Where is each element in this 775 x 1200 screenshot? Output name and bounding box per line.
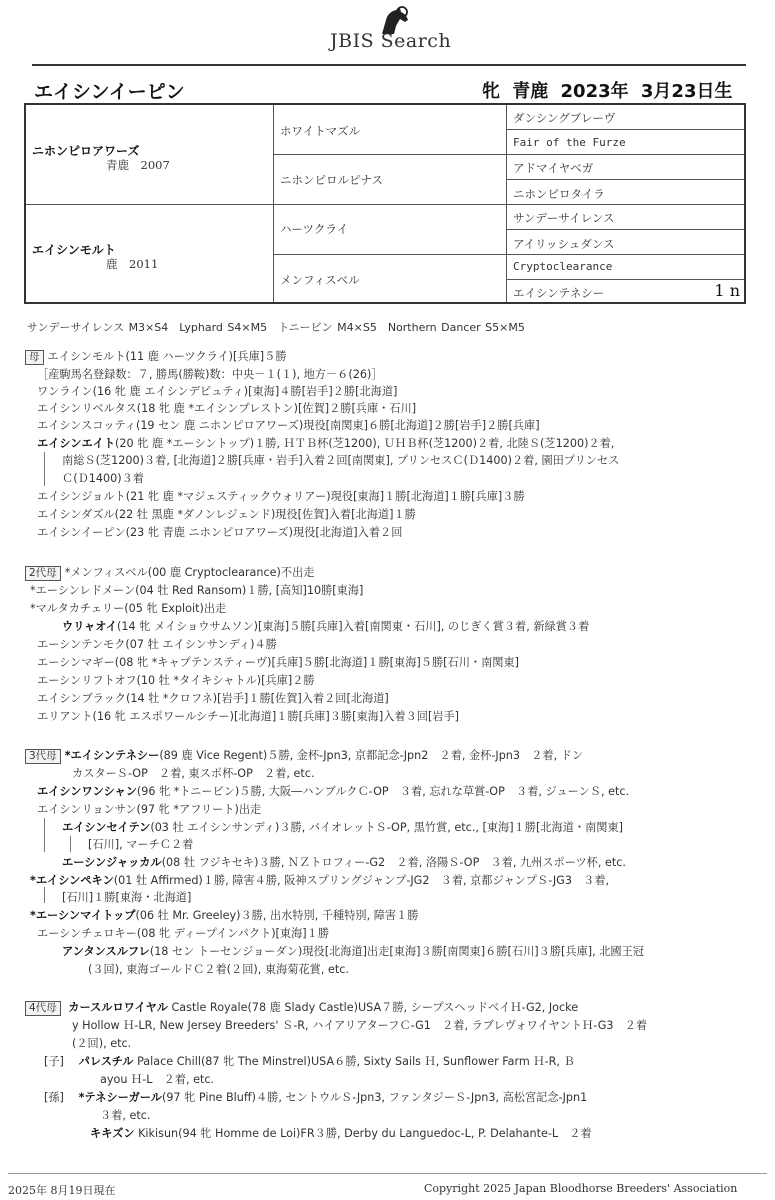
gen4-line-7: ayou Ｈ-L ２着, etc. — [100, 1073, 215, 1086]
section-tag-gen2: 2代母 — [25, 566, 61, 581]
gen3-line-13: [石川]１勝[東海・北海道] — [62, 891, 192, 904]
gen4-line-11: ３着, etc. — [100, 1109, 151, 1122]
pedigree-gen3-8 — [507, 280, 744, 302]
horse-meta: 牝 青鹿 2023年 3月23日生 — [482, 81, 733, 102]
gen2-line-7: エーシンリフトオフ(10 牡 *タイキシャトル)[兵庫]２勝 — [37, 674, 315, 687]
pedigree-gen3-1[interactable]: ダンシングブレーヴ — [507, 105, 744, 130]
dam-line-8: Ｃ(Ｄ1400)３着 — [62, 472, 144, 485]
section-tag-gen4: 4代母 — [25, 1001, 61, 1016]
pedigree-gen3-8-name[interactable]: エイシンテネシー — [513, 286, 605, 300]
gen4-line-3: (２回), etc. — [72, 1037, 132, 1050]
gen3-line-3: エイシンワンシャン(96 牝 *トニービン)５勝, 大阪―ハンブルクＣ-OP ３着, 忘れな草賞-OP ３着, ジューンＳ, etc. — [37, 785, 630, 798]
horse-link[interactable]: エイシンエイト — [37, 437, 116, 450]
horse-link[interactable]: *エイシンペキン — [30, 874, 114, 887]
tree-bar — [70, 836, 71, 852]
section-tag-gen3: 3代母 — [25, 749, 61, 764]
gen4-line-4: [子] パレスチル Palace Chill(87 牝 The Minstrel)USA６勝, Sixty Sails Ｈ, Sunflower Farm Ｈ-R, Ｂ — [44, 1055, 575, 1068]
gen3-line-5: エイシンリョンサン(97 牝 *アフリート)出走 — [37, 803, 262, 816]
horse-link[interactable]: *エーシンマイトップ — [30, 909, 136, 922]
inbreeding-summary: サンデーサイレンス M3×S4 Lyphard S4×M5 トニービン M4×S5 Northern Dancer S5×M5 — [27, 321, 525, 334]
header-divider — [32, 64, 746, 66]
copyright: Copyright 2025 Japan Bloodhorse Breeders' Association — [424, 1182, 738, 1195]
gen2-line-8: エイシンブラック(14 牡 *クロフネ)[岩手]１勝[佐賀]入着２回[北海道] — [37, 692, 389, 705]
gen3-line-11: *エイシンペキン(01 牡 Affirmed)１勝, 障害４勝, 阪神スプリングジャンプ-JG2 ３着, 京都ジャンプＳ-JG3 ３着, — [30, 874, 610, 887]
pedigree-gen3-6[interactable]: アイリッシュダンス — [507, 230, 744, 255]
sire-cell — [26, 105, 274, 205]
dam-line-3: エイシンリベルタス(18 牝 鹿 *エイシンプレストン)[佐賀]２勝[兵庫・石川] — [37, 402, 417, 415]
gen3-line-9: エーシンジャッカル(08 牡 フジキセキ)３勝, ＮＺトロフィー-G2 ２着, 洛陽Ｓ-OP ３着, 九州スポーツ杯, etc. — [62, 856, 626, 869]
horse-link[interactable]: エイシンセイテン — [62, 821, 151, 834]
horse-link[interactable]: カースルロワイヤル — [68, 1001, 168, 1014]
horse-link[interactable]: パレスチル — [78, 1055, 134, 1068]
gen2-line-2: *マルタカチェリー(05 牝 Exploit)出走 — [30, 602, 227, 615]
gen2-line-1: *エーシンレドメーン(04 牡 Red Ransom)１勝, [高知]10勝[東海] — [30, 584, 364, 597]
horse-link[interactable]: エーシンジャッカル — [62, 856, 162, 869]
dam-name[interactable]: エイシンモルト — [32, 243, 116, 257]
dam-line-5: エイシンエイト(20 牝 鹿 *エーシントップ)１勝, ＨＴＢ杯(芝1200), ＵＨＢ杯(芝1200)２着, 北陸Ｓ(芝1200)２着, — [37, 437, 615, 450]
as-of-date: 2025年 8月19日現在 — [8, 1184, 116, 1197]
pedigree-table — [24, 103, 746, 304]
horse-link[interactable]: キキズン — [90, 1127, 135, 1140]
dam-line-1: ［産駒馬名登録数：７, 勝馬(勝鞍)数：中央－１(１), 地方－６(26)］ — [37, 368, 383, 381]
pedigree-gen2-2[interactable]: ニホンピロルピナス — [274, 155, 507, 205]
horse-link[interactable]: エイシンワンシャン — [37, 785, 137, 798]
dam-line-10: エイシンダズル(22 牡 黒鹿 *ダノンレジェンド)現役[佐賀]入着[北海道]１勝 — [37, 508, 416, 521]
pedigree-gen2-1[interactable]: ホワイトマズル — [274, 105, 507, 155]
pedigree-gen3-5[interactable]: サンデーサイレンス — [507, 205, 744, 230]
gen3-line-6: エイシンセイテン(03 牡 エイシンサンディ)３勝, バイオレットＳ-OP, 黒竹賞, etc., [東海]１勝[北海道・南関東] — [62, 821, 624, 834]
gen3-line-0: 3代母 *エイシンテネシー(89 鹿 Vice Regent)５勝, 金杯-Jpn3, 京都記念-Jpn2 ２着, 金杯-Jpn3 ２着, ドン — [25, 747, 583, 764]
section-tag-dam: 母 — [25, 350, 44, 365]
sire-info: 青鹿 2007 — [106, 158, 170, 172]
gen2-line-3: ウリャオイ(14 牝 メイショウサムソン)[東海]５勝[兵庫]入着[南関東・石川], のじぎく賞３着, 新緑賞３着 — [62, 620, 590, 633]
tree-bar — [44, 818, 45, 852]
sire-name[interactable]: ニホンピロアワーズ — [32, 144, 140, 158]
horse-name: エイシンイーピン — [34, 81, 185, 103]
pedigree-gen3-7[interactable]: Cryptoclearance — [507, 255, 744, 280]
horse-link[interactable]: *テネシーガール — [78, 1091, 162, 1104]
gen3-line-19: (３回), 東海ゴールドＣ２着(２回), 東海菊花賞, etc. — [88, 963, 349, 976]
gen3-line-16: エーシンチェロキー(08 牝 ディープインパクト)[東海]１勝 — [37, 927, 330, 940]
dam-info: 鹿 2011 — [106, 257, 159, 271]
gen2-line-6: エーシンマギー(08 牝 *キャプテンスティーヴ)[兵庫]５勝[北海道]１勝[東海]５勝[石川・南関東] — [37, 656, 520, 669]
logo-text: JBIS Search — [330, 30, 452, 52]
gen4-line-8: [孫] *テネシーガール(97 牝 Pine Bluff)４勝, セントウルＳ-Jpn3, ファンタジーＳ-Jpn3, 高松宮記念-Jpn1 — [44, 1091, 588, 1104]
gen2-line-5: エーシンテンモク(07 牡 エイシンサンディ)４勝 — [37, 638, 277, 651]
dam-line-0: 母 エイシンモルト(11 鹿 ハーツクライ)[兵庫]５勝 — [25, 348, 287, 365]
pedigree-gen2-4[interactable]: メンフィスベル — [274, 255, 507, 302]
gen4-line-2: y Hollow Ｈ-LR, New Jersey Breeders' Ｓ-R, ハイアリアターフＣ-G1 ２着, ラブレヴォワイヤントＨ-G3 ２着 — [72, 1019, 648, 1032]
horse-link[interactable]: *エイシンテネシー — [64, 749, 160, 762]
jbis-logo[interactable] — [0, 0, 775, 60]
pedigree-gen3-2[interactable]: Fair of the Furze — [507, 130, 744, 155]
dam-cell — [26, 205, 274, 302]
gen3-line-14: *エーシンマイトップ(06 牡 Mr. Greeley)３勝, 出水特別, 千種特別, 障害１勝 — [30, 909, 419, 922]
gen2-line-9: エリアント(16 牝 エスポワールシチー)[北海道]１勝[兵庫]３勝[東海]入着３回[岩手] — [37, 710, 460, 723]
dam-line-9: エイシンジョルト(21 牝 鹿 *マジェスティックウォリアー)現役[東海]１勝[北海道]１勝[兵庫]３勝 — [37, 490, 525, 503]
gen3-line-2: カスターＳ-OP ２着, 東スポ杯-OP ２着, etc. — [72, 767, 315, 780]
pedigree-gen3-3[interactable]: アドマイヤベガ — [507, 155, 744, 180]
horse-link[interactable]: アンタンスルフレ — [62, 945, 150, 958]
dam-line-2: ワンライン(16 牝 鹿 エイシンデピュティ)[東海]４勝[岩手]２勝[北海道] — [37, 385, 398, 398]
dam-line-11: エイシンイーピン(23 牝 青鹿 ニホンピロアワーズ)現役[北海道]入着２回 — [37, 526, 403, 539]
dam-line-7: 南総Ｓ(芝1200)３着, [北海道]２勝[兵庫・岩手]入着２回[南関東], プリンセスＣ(Ｄ1400)２着, 園田プリンセス — [62, 454, 620, 467]
tree-bar — [44, 452, 45, 486]
pedigree-gen2-3[interactable]: ハーツクライ — [274, 205, 507, 255]
footer-divider — [8, 1173, 767, 1174]
gen4-line-0: 4代母 カースルロワイヤル Castle Royale(78 鹿 Slady Castle)USA７勝, シープスヘッドベイＨ-G2, Jocke — [25, 999, 578, 1016]
dam-line-4: エイシンスコッティ(19 セン 鹿 ニホンピロアワーズ)現役[南関東]６勝[北海道]２勝[岩手]２勝[兵庫] — [37, 419, 540, 432]
family-number: 1 n — [714, 281, 740, 300]
gen4-line-12: キキズン Kikisun(94 牝 Homme de Loi)FR３勝, Derby du Languedoc-L, P. Delahante-L ２着 — [90, 1127, 592, 1140]
tree-bar — [44, 887, 45, 903]
gen2-line-0: 2代母 *メンフィスベル(00 鹿 Cryptoclearance)不出走 — [25, 564, 314, 581]
gen3-line-17: アンタンスルフレ(18 セン トーセンジョーダン)現役[北海道]出走[東海]３勝[南関東]６勝[石川]３勝[兵庫], 北國王冠 — [62, 945, 644, 958]
pedigree-gen3-4[interactable]: ニホンピロタイラ — [507, 180, 744, 205]
horse-link[interactable]: ウリャオイ — [62, 620, 118, 633]
gen3-line-8: [石川], マーチＣ２着 — [88, 838, 194, 851]
